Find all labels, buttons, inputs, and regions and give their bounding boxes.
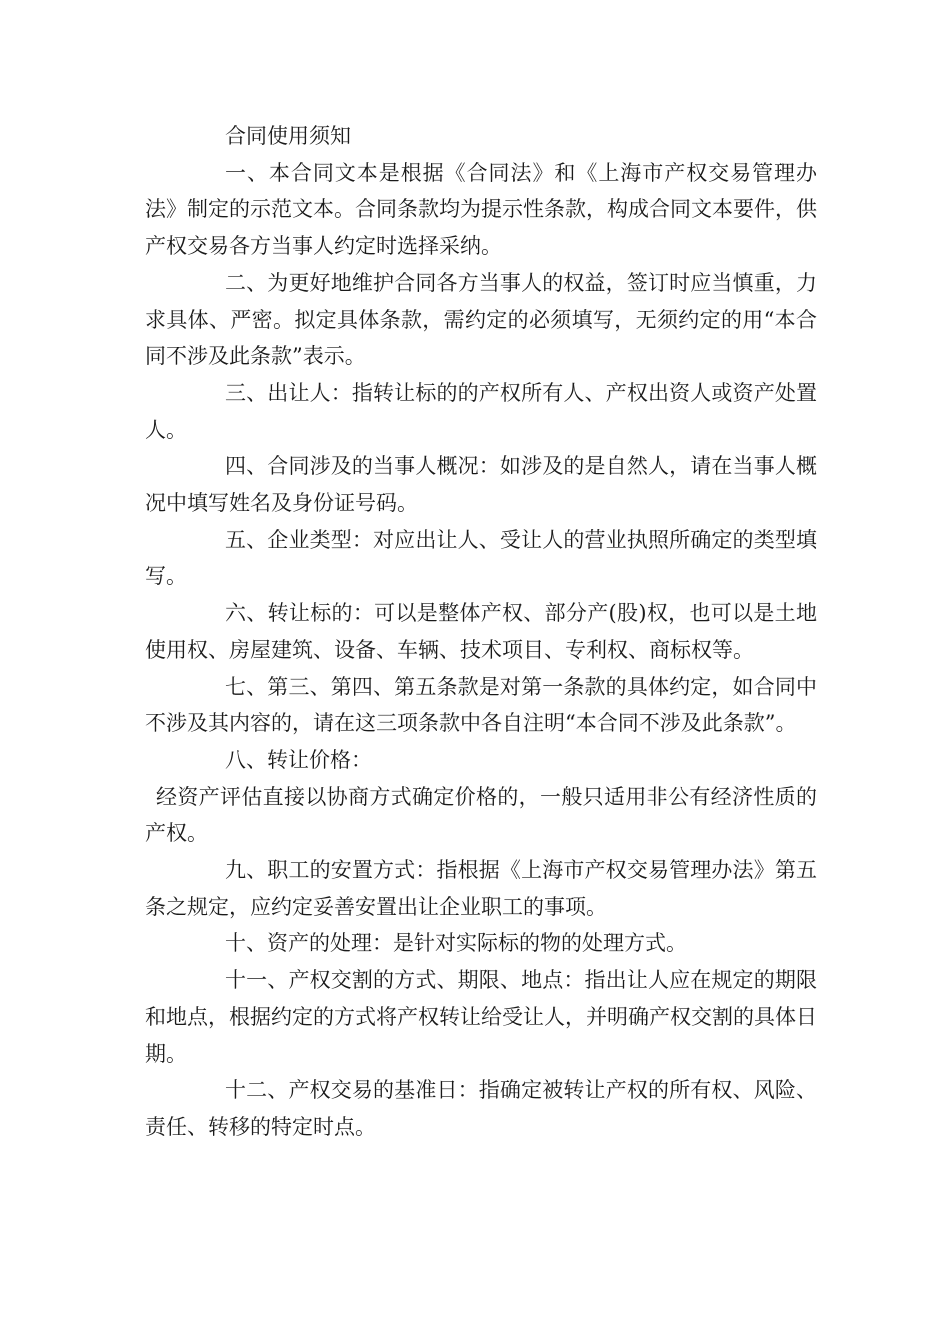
clause-11: 十一、产权交割的方式、期限、地点：指出让人应在规定的期限和地点，根据约定的方式将产权转让给受让人，并明确产权交割的具体日期。: [145, 968, 817, 1066]
clause-8: 八、转让价格：: [225, 747, 372, 772]
clause-2: 二、为更好地维护合同各方当事人的权益，签订时应当慎重，力求具体、严密。拟定具体条款，需约定的必须填写，无须约定的用“本合同不涉及此条款”表示。: [145, 270, 817, 369]
clause-5: 五、企业类型：对应出让人、受让人的营业执照所确定的类型填写。: [145, 527, 817, 589]
clause-7: 七、第三、第四、第五条款是对第一条款的具体约定，如合同中不涉及其内容的，请在这三项条款中各自注明“本合同不涉及此条款”。: [145, 674, 817, 736]
clause-6: 六、转让标的：可以是整体产权、部分产(股)权，也可以是土地使用权、房屋建筑、设备、车辆、技术项目、专利权、商标权等。: [145, 601, 817, 662]
clause-3: 三、出让人：指转让标的的产权所有人、产权出资人或资产处置人。: [145, 380, 817, 442]
clause-8-detail: 经资产评估直接以协商方式确定价格的，一般只适用非公有经济性质的产权。: [145, 784, 817, 846]
clause-1: 一、本合同文本是根据《合同法》和《上海市产权交易管理办法》制定的示范文本。合同条款均为提示性条款，构成合同文本要件，供产权交易各方当事人约定时选择采纳。: [145, 160, 817, 259]
document-body: [145, 118, 817, 1146]
clause-4: 四、合同涉及的当事人概况：如涉及的是自然人，请在当事人概况中填写姓名及身份证号码。: [145, 454, 817, 516]
document-title: 合同使用须知: [225, 124, 351, 148]
clause-12: 十二、产权交易的基准日：指确定被转让产权的所有权、风险、责任、转移的特定时点。: [145, 1078, 817, 1139]
clause-10: 十、资产的处理：是针对实际标的物的处理方式。: [225, 931, 687, 956]
clause-9: 九、职工的安置方式：指根据《上海市产权交易管理办法》第五条之规定，应约定妥善安置出让企业职工的事项。: [145, 858, 817, 919]
